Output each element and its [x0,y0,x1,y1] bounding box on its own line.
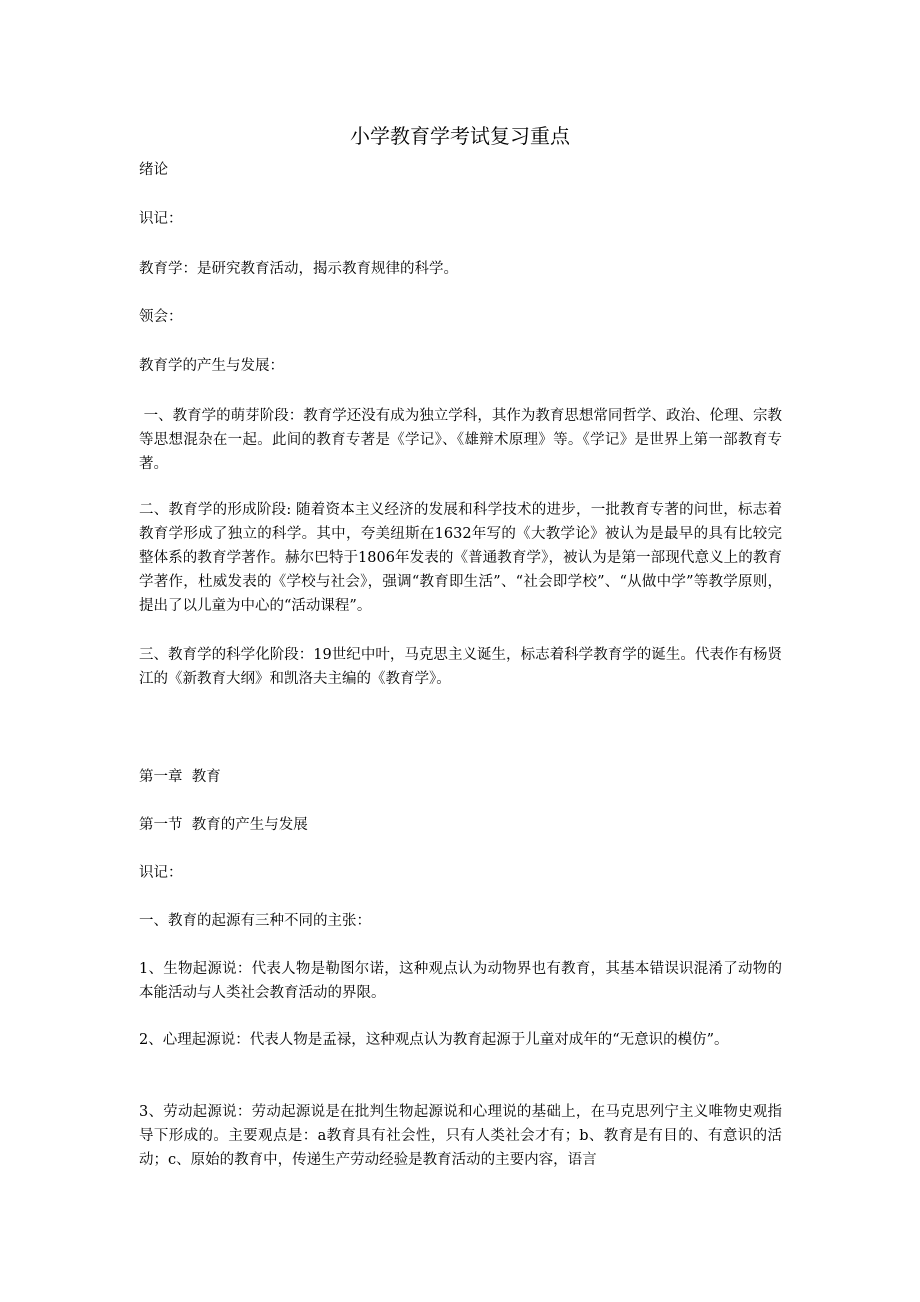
list-item-labor: 3、劳动起源说：劳动起源说是在批判生物起源说和心理说的基础上，在马克思列宁主义唯物史观指导下形成的。主要观点是：a教育具有社会性，只有人类社会才有；b、教育是有目的、有意识的活动；c、原始的教育中，传递生产劳动经验是教育活动的主要内容，语言 [139,1104,782,1168]
list-item-psychological: 2、心理起源说：代表人物是孟禄，这种观点认为教育起源于儿童对成年的“无意识的模仿”。 [139,1032,729,1048]
heading-development: 教育学的产生与发展： [139,358,284,374]
paragraph-stage-3: 三、教育学的科学化阶段：19世纪中叶，马克思主义诞生，标志着科学教育学的诞生。代表作有杨贤江的《新教育大纲》和凯洛夫主编的《教育学》。 [139,647,782,687]
paragraph-definition: 教育学：是研究教育活动，揭示教育规律的科学。 [139,261,458,277]
paragraph-stage-1: 一、教育学的萌芽阶段：教育学还没有成为独立学科，其作为教育思想常同哲学、政治、伦理、宗教等思想混杂在一起。此间的教育专著是《学记》、《雄辩术原理》等。《学记》是世界上第一部教育专著。 [139,408,783,472]
page-title: 小学教育学考试复习重点 [350,124,570,148]
label-understand: 领会： [139,309,183,325]
section-heading: 第一节 教育的产生与发展 [139,817,308,833]
list-item-biological: 1、生物起源说：代表人物是勒图尔诺，这种观点认为动物界也有教育，其基本错误识混淆了动物的本能活动与人类社会教育活动的界限。 [139,961,782,1001]
heading-origins: 一、教育的起源有三种不同的主张： [139,913,371,929]
paragraph-stage-2: 二、教育学的形成阶段: 随着资本主义经济的发展和科学技术的进步，一批教育专著的问世，标志着教育学形成了独立的科学。其中，夸美纽斯在1632年写的《大教学论》被认为是最早的具有比较完整体系的教育学著作。赫尔巴特于1806年发表的《普通教育学》，被认为是第一部现代意义上的教育学著作，杜威发表的《学校与社会》，强调“教育即生活”、“社会即学校”、“从做中学”等教学原则，提出了以儿童为中心的“活动课程”。 [139,502,782,614]
chapter-heading: 第一章 教育 [139,769,221,785]
label-memorize-2: 识记： [139,865,183,881]
label-memorize: 识记： [139,211,183,227]
heading-intro: 绪论 [139,162,168,178]
